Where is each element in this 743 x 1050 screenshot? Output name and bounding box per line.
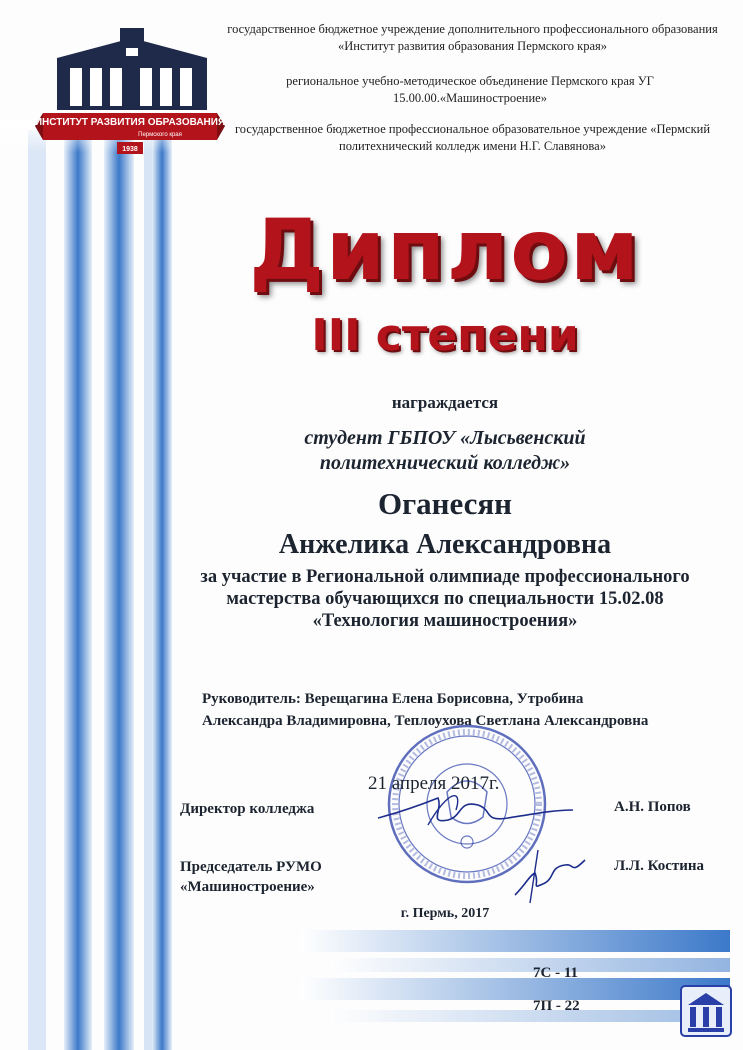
header-organization-2: региональное учебно-методическое объединение Пермского края УГ 15.00.00.«Машиностроение» [286, 74, 654, 105]
logo-subtext: Пермского края [138, 132, 182, 138]
header-organization-1: государственное бюджетное учреждение дополнительного профессионального образования «Институт развития образования Пермского края» [227, 22, 718, 53]
recipient-surname: Оганесян [377, 486, 513, 521]
awarded-label: награждается [391, 393, 499, 412]
registry-code-2: 7П - 22 [533, 998, 580, 1014]
chair-name: Л.Л. Костина [614, 858, 705, 874]
college-badge-icon [680, 985, 732, 1037]
registry-code-1: 7С - 11 [533, 965, 578, 981]
institute-logo [35, 28, 225, 158]
leaders-text: Руководитель: Верещагина Елена Борисовна, Утробина Александра Владимировна, Теплоухова Светлана Александровна [202, 691, 649, 729]
logo-year: 1938 [122, 146, 138, 153]
diploma-degree: III степени [311, 310, 579, 361]
director-title: Директор колледжа [180, 801, 315, 817]
student-affiliation: студент ГБПОУ «Лысьвенский политехнический колледж» [304, 427, 586, 474]
issue-place-year: г. Пермь, 2017 [400, 906, 490, 921]
header-organization-3: государственное бюджетное профессиональное образовательное учреждение «Пермский политехнический колледж имени Н.Г. Славянова» [234, 122, 711, 153]
chair-signature [510, 845, 590, 905]
director-name: А.Н. Попов [614, 799, 691, 815]
chair-title: Председатель РУМО «Машиностроение» [180, 859, 322, 895]
logo-text: ИНСТИТУТ РАЗВИТИЯ ОБРАЗОВАНИЯ [35, 117, 225, 128]
recipient-name: Анжелика Александровна [278, 529, 612, 560]
director-signature [368, 780, 578, 840]
award-date: 21 апреля 2017г. [368, 773, 500, 794]
award-reason: за участие в Региональной олимпиаде профессионального мастерства обучающихся по специальности 15.02.08 «Технология машиностроения» [200, 567, 690, 631]
diploma-title: Диплом [249, 201, 641, 299]
